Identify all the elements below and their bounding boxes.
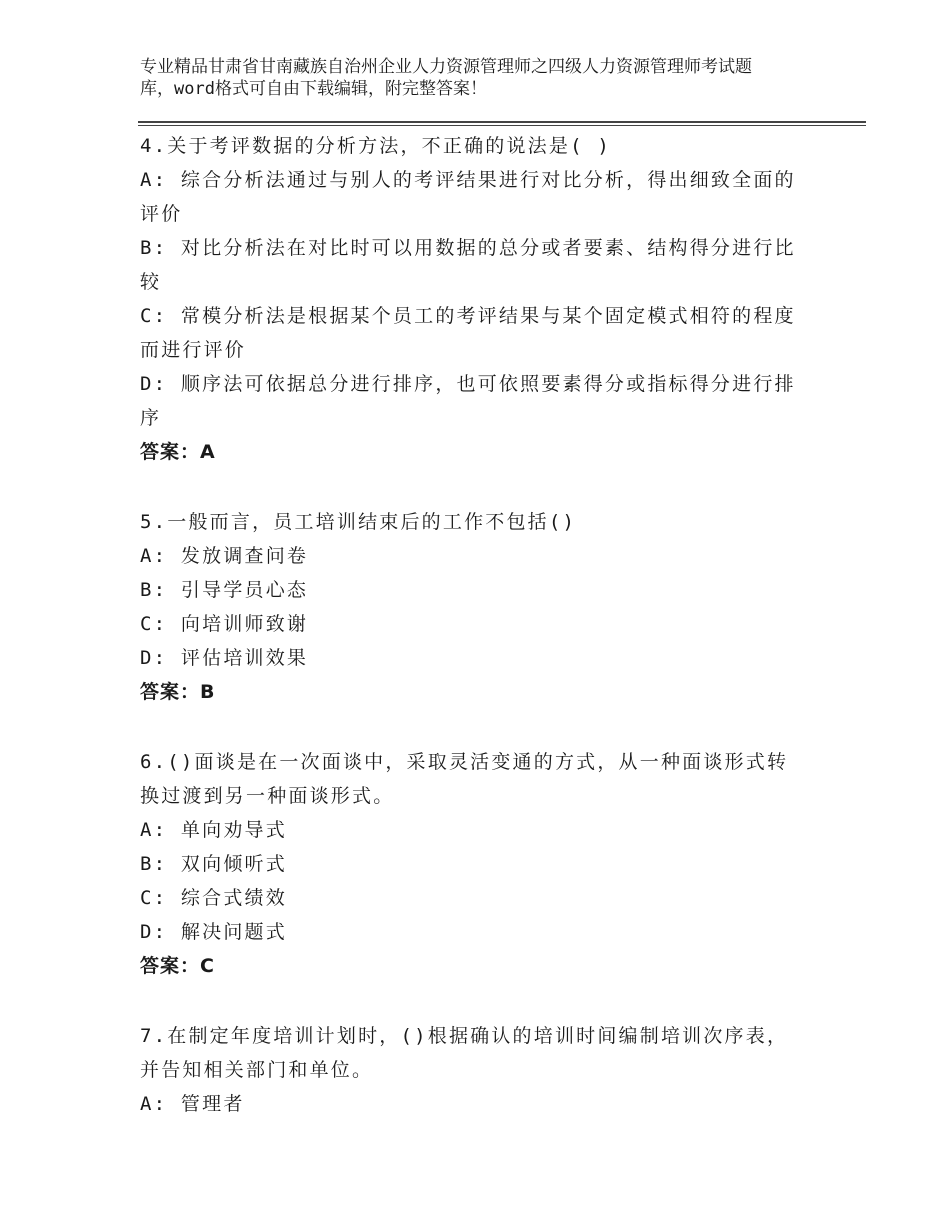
option-c-continued: 而进行评价 [140, 339, 247, 361]
option-d: D: 顺序法可依据总分进行排序，也可依照要素得分或指标得分进行排 [140, 373, 796, 395]
header-line-1: 专业精品甘肃省甘南藏族自治州企业人力资源管理师之四级人力资源管理师考试题 [140, 57, 752, 77]
option-c: C: 向培训师致谢 [140, 613, 309, 635]
question-text: 6.()面谈是在一次面谈中，采取灵活变通的方式，从一种面谈形式转 [140, 751, 789, 773]
option-a: A: 综合分析法通过与别人的考评结果进行对比分析，得出细致全面的 [140, 169, 796, 191]
document-header [140, 56, 840, 100]
option-c: C: 综合式绩效 [140, 887, 287, 909]
question-5 [140, 505, 820, 709]
option-d: D: 评估培训效果 [140, 647, 309, 669]
option-a: A: 单向劝导式 [140, 819, 287, 841]
question-4 [140, 129, 820, 469]
option-b: B: 对比分析法在对比时可以用数据的总分或者要素、结构得分进行比 [140, 237, 796, 259]
header-line-2: 库，word格式可自由下载编辑，附完整答案！ [140, 79, 487, 99]
question-list [140, 129, 820, 1121]
option-b-continued: 较 [140, 271, 162, 293]
option-b: B: 引导学员心态 [140, 579, 309, 601]
option-c: C: 常模分析法是根据某个员工的考评结果与某个固定模式相符的程度 [140, 305, 796, 327]
question-spacer [140, 469, 820, 505]
answer-text: 答案：A [140, 441, 216, 463]
question-text: 5.一般而言，员工培训结束后的工作不包括() [140, 511, 577, 533]
question-text-continued: 并告知相关部门和单位。 [140, 1059, 374, 1081]
option-a: A: 发放调查问卷 [140, 545, 309, 567]
answer-text: 答案：B [140, 681, 216, 703]
question-6 [140, 745, 820, 983]
option-a-continued: 评价 [140, 203, 183, 225]
option-b: B: 双向倾听式 [140, 853, 287, 875]
question-7 [140, 1019, 820, 1121]
question-text: 7.在制定年度培训计划时，()根据确认的培训时间编制培训次序表， [140, 1025, 789, 1047]
option-d: D: 解决问题式 [140, 921, 287, 943]
question-spacer [140, 983, 820, 1019]
option-a: A: 管理者 [140, 1093, 245, 1115]
question-text-continued: 换过渡到另一种面谈形式。 [140, 785, 395, 807]
header-divider-bottom [138, 125, 866, 126]
answer-text: 答案：C [140, 955, 215, 977]
option-d-continued: 序 [140, 407, 162, 429]
header-divider-top [138, 121, 866, 123]
question-text: 4.关于考评数据的分析方法，不正确的说法是( ) [140, 135, 611, 157]
question-spacer [140, 709, 820, 745]
